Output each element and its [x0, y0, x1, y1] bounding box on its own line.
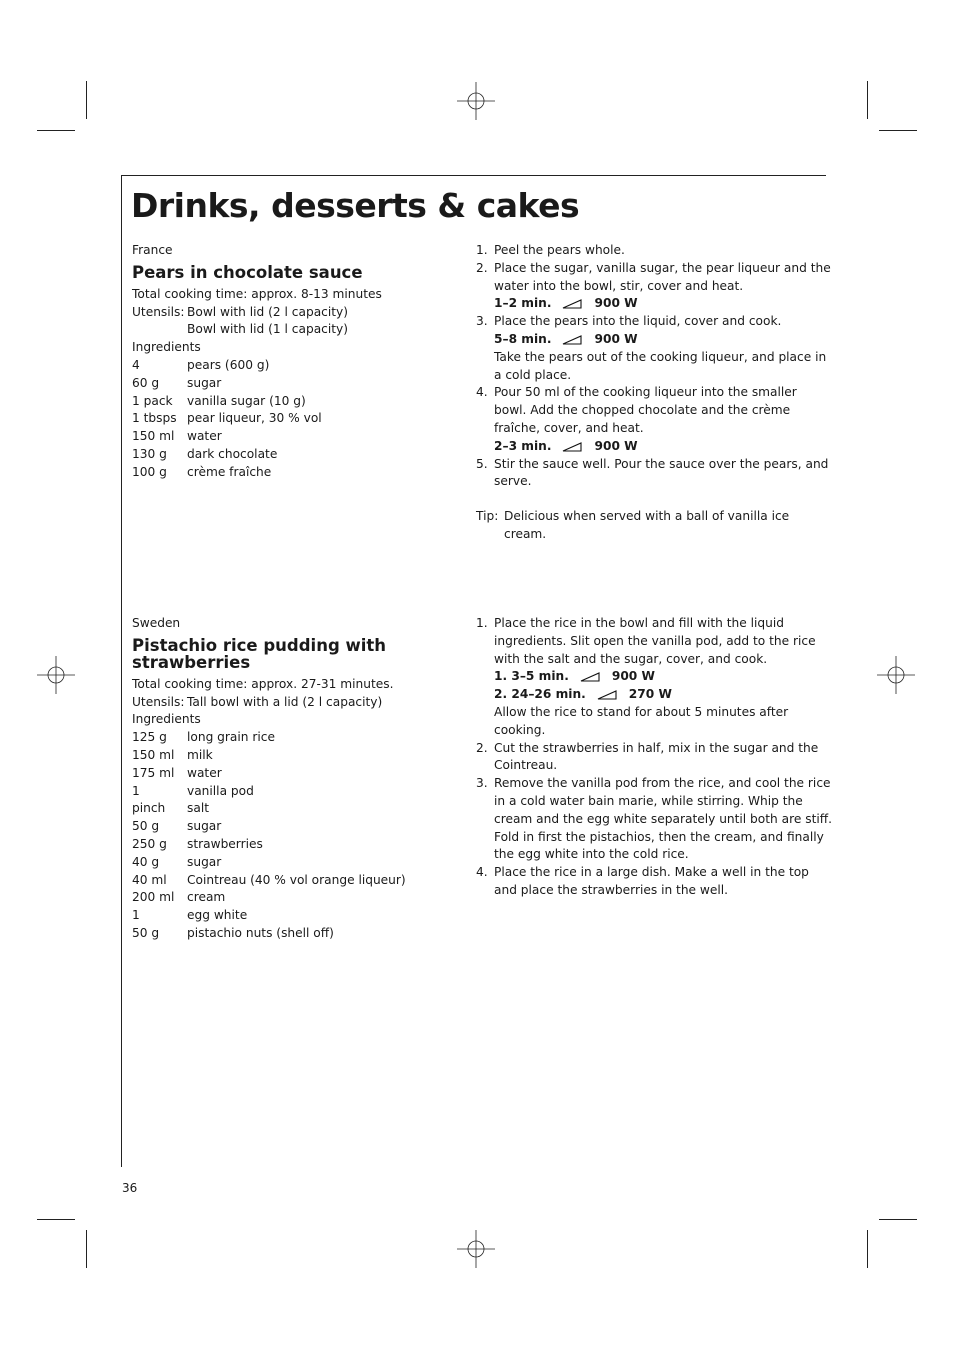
method-step [476, 242, 806, 260]
step-text: fraîche, cover, and heat. [494, 420, 644, 435]
method-step [476, 313, 827, 384]
registration-mark-icon [37, 656, 75, 694]
utensils-row [132, 321, 452, 339]
step-text: Fold in first the pistachios, then the cream, and finally [494, 829, 824, 844]
ingredient-qty: 125 g [132, 730, 167, 745]
ingredients-heading: Ingredients [132, 712, 201, 727]
crop-mark [879, 1219, 917, 1220]
ingredient-item: dark chocolate [187, 446, 278, 461]
utensils-row [132, 694, 452, 712]
step-text: Place the pears into the liquid, cover and cook. [494, 314, 782, 329]
page-frame-rule [121, 175, 122, 1167]
step-number: 1. [476, 616, 488, 630]
method-steps [476, 615, 833, 900]
ingredient-row [132, 854, 452, 872]
recipe-tip [476, 508, 806, 544]
ingredient-row [132, 783, 452, 801]
method-step [476, 456, 829, 492]
step-text: in a cold water bain marie, while stirring. Whip the [494, 793, 803, 808]
step-text: and place the strawberries in the well. [494, 882, 729, 897]
step-number: 2. [476, 260, 488, 275]
crop-mark [37, 130, 75, 131]
method-steps [476, 242, 831, 491]
method-step [476, 615, 816, 740]
ingredient-qty: 1 [132, 908, 140, 923]
recipe-country: France [132, 243, 173, 257]
setting-time: 5–8 min. [494, 331, 552, 346]
ingredient-row [132, 428, 452, 446]
ingredient-qty: 150 ml [132, 429, 175, 444]
ingredient-qty: 1 tbsps [132, 411, 177, 426]
step-text: Peel the pears whole. [494, 243, 625, 257]
power-setting [494, 331, 826, 349]
ingredient-qty: 50 g [132, 819, 160, 834]
ingredient-item: pear liqueur, 30 % vol [187, 411, 322, 426]
step-text: Cut the strawberries in half, mix in the sugar and the [494, 740, 819, 755]
ingredient-row [132, 446, 452, 464]
ingredient-item: pistachio nuts (shell off) [187, 925, 334, 940]
ingredient-row [132, 747, 452, 765]
method-step [476, 384, 806, 455]
power-level-icon [562, 442, 582, 452]
ingredient-item: Cointreau (40 % vol orange liqueur) [187, 872, 406, 887]
ingredient-row [132, 889, 452, 907]
step-number: 3. [476, 314, 488, 329]
recipe-title [132, 637, 452, 671]
ingredient-item: long grain rice [187, 730, 275, 745]
step-number: 4. [476, 865, 488, 880]
power-level-icon [562, 299, 582, 309]
method-step [476, 775, 833, 864]
ingredient-qty: 40 ml [132, 872, 167, 887]
ingredient-qty: 100 g [132, 464, 167, 479]
ingredient-item: pears (600 g) [187, 357, 270, 372]
ingredient-qty: 175 ml [132, 765, 175, 780]
ingredient-item: salt [187, 801, 209, 816]
crop-mark [867, 1230, 868, 1268]
ingredient-item: vanilla sugar (10 g) [187, 393, 306, 408]
step-text: water into the bowl, stir, cover and heat. [494, 278, 744, 293]
setting-power: 900 W [594, 296, 638, 311]
power-level-icon [562, 335, 582, 345]
ingredient-qty: 50 g [132, 925, 160, 940]
ingredient-row [132, 872, 452, 890]
step-text: Place the rice in the bowl and fill with the liquid [494, 616, 784, 630]
method-step [476, 260, 831, 313]
power-setting [494, 438, 806, 456]
setting-time: 2–3 min. [494, 438, 552, 453]
tip-text: cream. [504, 526, 547, 541]
ingredient-row [132, 907, 452, 925]
ingredient-row [132, 410, 452, 428]
power-setting [494, 686, 816, 704]
ingredient-qty: 40 g [132, 854, 160, 869]
step-number: 2. [476, 740, 488, 755]
page-frame-rule [121, 175, 826, 176]
cooking-time: Total cooking time: approx. 8-13 minutes [132, 286, 382, 301]
ingredients-heading: Ingredients [132, 340, 201, 355]
step-text: cooking. [494, 722, 546, 737]
power-setting [494, 668, 816, 686]
recipe-title-line: Pistachio rice pudding with [132, 635, 387, 655]
ingredient-row [132, 729, 452, 747]
step-number: 1. [476, 243, 488, 257]
setting-time: 1–2 min. [494, 296, 552, 311]
utensil-item: Tall bowl with a lid (2 l capacity) [187, 694, 383, 709]
crop-mark [86, 1230, 87, 1268]
ingredient-qty: 130 g [132, 446, 167, 461]
recipe1-method [476, 242, 831, 544]
recipe-title-line: strawberries [132, 652, 251, 672]
crop-mark [37, 1219, 75, 1220]
utensil-item: Bowl with lid (2 l capacity) [187, 304, 349, 319]
recipe-title: Pears in chocolate sauce [132, 262, 363, 282]
ingredient-row [132, 800, 452, 818]
ingredient-item: strawberries [187, 836, 263, 851]
ingredient-item: water [187, 429, 222, 444]
step-text: bowl. Add the chopped chocolate and the crème [494, 403, 791, 418]
power-level-icon [580, 672, 600, 682]
utensils-label: Utensils: [132, 304, 185, 319]
ingredient-item: egg white [187, 908, 248, 923]
step-text: Cointreau. [494, 758, 558, 773]
ingredient-qty: 1 [132, 783, 140, 798]
ingredient-row [132, 375, 452, 393]
setting-power: 900 W [594, 331, 638, 346]
step-text: Allow the rice to stand for about 5 minutes after [494, 704, 789, 719]
ingredient-row [132, 357, 452, 375]
registration-mark-icon [877, 656, 915, 694]
crop-mark [879, 130, 917, 131]
ingredient-item: crème fraîche [187, 464, 272, 479]
utensils-label: Utensils: [132, 694, 185, 709]
step-number: 5. [476, 456, 488, 471]
ingredient-list [132, 729, 452, 943]
ingredient-item: cream [187, 890, 226, 905]
ingredient-list [132, 357, 452, 482]
ingredient-qty: 4 [132, 357, 140, 372]
tip-label: Tip: [476, 509, 499, 524]
setting-power: 900 W [611, 669, 655, 684]
step-text: Pour 50 ml of the cooking liqueur into the smaller [494, 385, 797, 400]
ingredient-row [132, 925, 452, 943]
step-text: Place the sugar, vanilla sugar, the pear liqueur and the [494, 260, 831, 275]
crop-mark [86, 81, 87, 119]
ingredient-qty: 1 pack [132, 393, 173, 408]
ingredient-qty: 150 ml [132, 747, 175, 762]
ingredient-row [132, 836, 452, 854]
recipe2-info [132, 615, 452, 943]
registration-mark-icon [457, 82, 495, 120]
setting-time: 1. 3–5 min. [494, 669, 569, 684]
registration-mark-icon [457, 1230, 495, 1268]
ingredient-item: water [187, 765, 222, 780]
ingredient-qty: 60 g [132, 375, 160, 390]
step-text: Take the pears out of the cooking liqueur, and place in [494, 349, 827, 364]
utensil-item: Bowl with lid (1 l capacity) [187, 322, 349, 337]
ingredient-qty: 250 g [132, 836, 167, 851]
ingredient-item: milk [187, 747, 213, 762]
step-number: 4. [476, 385, 488, 400]
ingredient-row [132, 765, 452, 783]
recipe2-method [476, 615, 833, 900]
method-step [476, 740, 819, 776]
step-text: serve. [494, 474, 532, 489]
power-level-icon [597, 690, 617, 700]
step-text: cream and the egg white separately until both are stiff. [494, 811, 833, 826]
ingredient-item: sugar [187, 375, 222, 390]
page-title: Drinks, desserts & cakes [131, 186, 580, 225]
ingredient-item: sugar [187, 854, 222, 869]
power-setting [494, 295, 831, 313]
cooking-time: Total cooking time: approx. 27-31 minutes. [132, 676, 394, 691]
ingredient-row [132, 464, 452, 482]
ingredient-qty: 200 ml [132, 890, 175, 905]
ingredient-row [132, 818, 452, 836]
ingredient-qty: pinch [132, 801, 166, 816]
setting-power: 900 W [594, 438, 638, 453]
step-number: 3. [476, 776, 488, 791]
step-text: with the salt and the sugar, cover, and cook. [494, 651, 768, 666]
crop-mark [867, 81, 868, 119]
tip-text: Delicious when served with a ball of vanilla ice [504, 509, 790, 524]
ingredient-item: sugar [187, 819, 222, 834]
ingredient-row [132, 393, 452, 411]
recipe-country: Sweden [132, 616, 181, 630]
step-text: Place the rice in a large dish. Make a well in the top [494, 865, 809, 880]
ingredient-item: vanilla pod [187, 783, 254, 798]
step-text: a cold place. [494, 367, 572, 382]
page-number: 36 [122, 1181, 138, 1195]
setting-power: 270 W [628, 687, 672, 702]
recipe1-info [132, 242, 452, 482]
step-text: ingredients. Slit open the vanilla pod, add to the rice [494, 633, 816, 648]
step-text: Stir the sauce well. Pour the sauce over the pears, and [494, 456, 829, 471]
method-step [476, 864, 809, 900]
utensils-row [132, 304, 452, 322]
setting-time: 2. 24–26 min. [494, 687, 586, 702]
step-text: Remove the vanilla pod from the rice, and cool the rice [494, 776, 831, 791]
step-text: the egg white into the cold rice. [494, 847, 689, 862]
